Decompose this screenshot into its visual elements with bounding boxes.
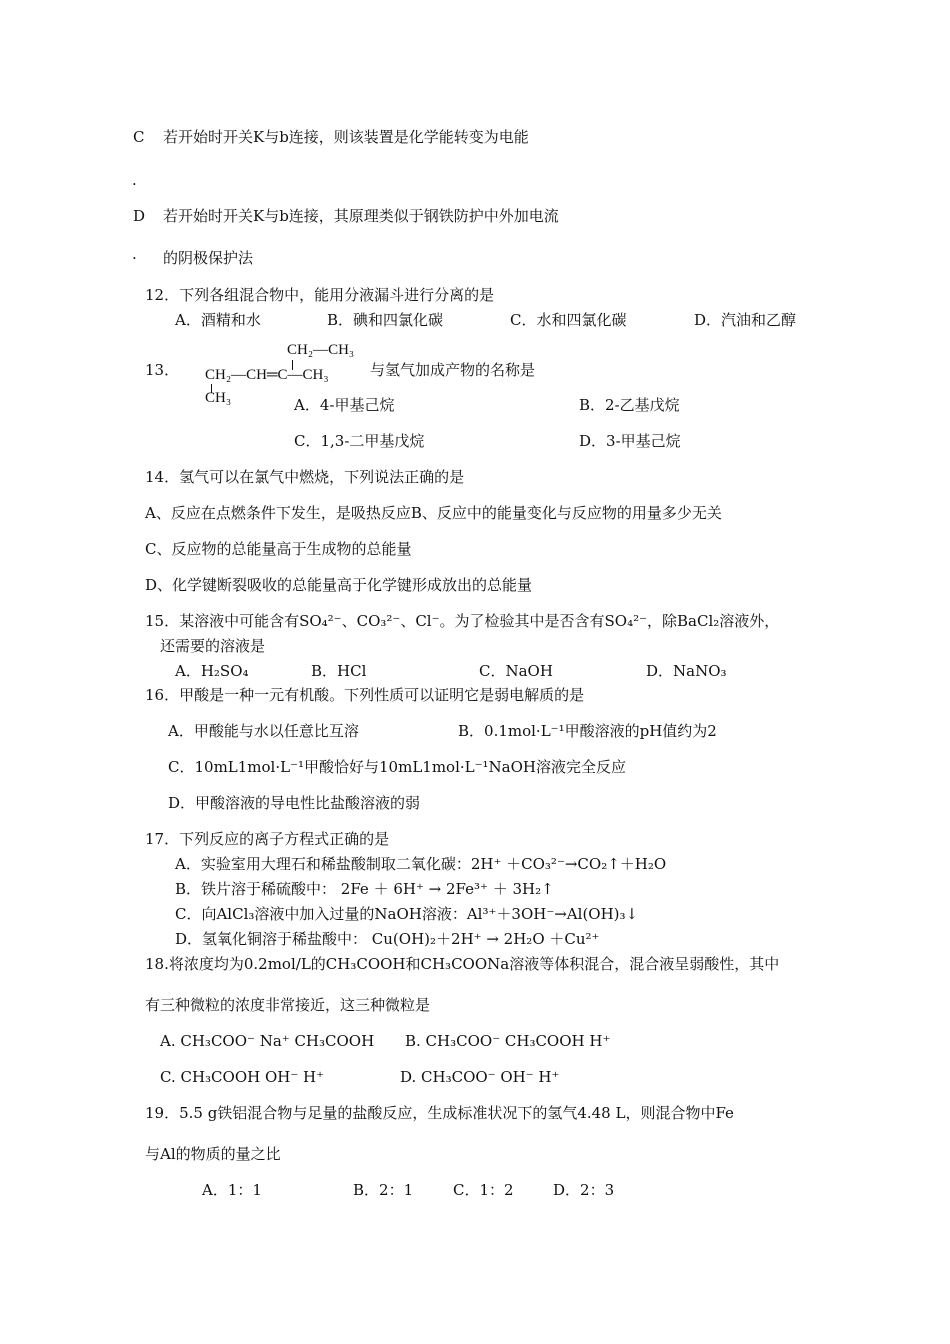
q19-option-c: C．1：2 (453, 1181, 514, 1199)
q18-option-b: B. CH₃COO⁻ CH₃COOH H⁺ (405, 1032, 611, 1050)
q12-option-b: B．碘和四氯化碳 (327, 311, 444, 329)
q18-option-d: D. CH₃COO⁻ OH⁻ H⁺ (400, 1068, 560, 1086)
q12-stem: 12．下列各组混合物中，能用分液漏斗进行分离的是 (145, 286, 495, 304)
q15-option-a: A．H₂SO₄ (175, 662, 249, 680)
q14-option-ab: A、反应在点燃条件下发生，是吸热反应B、反应中的能量变化与反应物的用量多少无关 (145, 504, 722, 522)
q13-number: 13． (145, 361, 180, 379)
q19-option-d: D．2：3 (553, 1181, 615, 1199)
q11-option-c-letter: C (133, 128, 145, 146)
q15-stem-cont: 还需要的溶液是 (160, 637, 266, 655)
q16-stem: 16．甲酸是一种一元有机酸。下列性质可以证明它是弱电解质的是 (145, 686, 585, 704)
q15-stem: 15．某溶液中可能含有SO₄²⁻、CO₃²⁻、Cl⁻。为了检验其中是否含有SO₄²⁻，除BaCl₂溶液外， (145, 612, 780, 630)
q13-option-b: B．2-乙基戊烷 (579, 396, 680, 414)
q12-option-d: D．汽油和乙醇 (694, 311, 797, 329)
q16-option-d: D．甲酸溶液的导电性比盐酸溶液的弱 (168, 794, 421, 812)
q18-option-c: C. CH₃COOH OH⁻ H⁺ (160, 1068, 325, 1086)
q17-option-a: A．实验室用大理石和稀盐酸制取二氧化碳：2H⁺ ＋CO₃²⁻→CO₂↑＋H₂O (175, 855, 667, 873)
q17-stem: 17．下列反应的离子方程式正确的是 (145, 830, 390, 848)
q14-option-c: C、反应物的总能量高于生成物的总能量 (145, 540, 412, 558)
q15-option-b: B．HCl (311, 662, 367, 680)
q16-option-b: B．0.1mol·L⁻¹甲酸溶液的pH值约为2 (458, 722, 717, 740)
q16-option-c: C．10mL1mol·L⁻¹甲酸恰好与10mL1mol·L⁻¹NaOH溶液完全反应 (168, 758, 626, 776)
q17-option-c: C．向AlCl₃溶液中加入过量的NaOH溶液：Al³⁺＋3OH⁻→Al(OH)₃↓ (175, 905, 639, 923)
q13-formula-ethyl: CH₂—CH₃ (287, 342, 355, 358)
q17-option-d: D．氢氧化铜溶于稀盐酸中： Cu(OH)₂＋2H⁺ → 2H₂O ＋Cu²⁺ (175, 930, 600, 948)
q19-option-b: B．2：1 (353, 1181, 414, 1199)
q12-option-c: C．水和四氯化碳 (510, 311, 627, 329)
q19-stem: 19．5.5 g铁铝混合物与足量的盐酸反应，生成标准状况下的氢气4.48 L，则混合物中Fe (145, 1104, 734, 1122)
q16-option-a: A．甲酸能与水以任意比互溶 (168, 722, 359, 740)
q11-option-c-text: 若开始时开关K与b连接，则该装置是化学能转变为电能 (163, 128, 529, 146)
q11-option-d-text-cont: 的阴极保护法 (163, 249, 254, 267)
q14-stem: 14．氢气可以在氯气中燃烧，下列说法正确的是 (145, 468, 465, 486)
q11-option-d-text: 若开始时开关K与b连接，其原理类似于钢铁防护中外加电流 (163, 207, 559, 225)
q19-option-a: A．1：1 (202, 1181, 262, 1199)
q11-option-d-letter: D (133, 207, 146, 225)
q18-option-a: A. CH₃COO⁻ Na⁺ CH₃COOH (160, 1032, 375, 1050)
q15-option-d: D．NaNO₃ (646, 662, 727, 680)
q18-stem: 18.将浓度均为0.2mol/L的CH₃COOH和CH₃COONa溶液等体积混合，混合液呈弱酸性，其中 (145, 955, 780, 973)
q13-option-c: C．1,3-二甲基戊烷 (294, 432, 425, 450)
q14-option-d: D、化学键断裂吸收的总能量高于化学键形成放出的总能量 (145, 576, 533, 594)
q13-stem: 与氢气加成产物的名称是 (370, 361, 536, 379)
q18-stem-cont: 有三种微粒的浓度非常接近，这三种微粒是 (145, 996, 431, 1014)
q13-formula-methyl: CH₃ (205, 390, 232, 406)
q17-option-b: B．铁片溶于稀硫酸中： 2Fe ＋ 6H⁺ → 2Fe³⁺ ＋ 3H₂↑ (175, 880, 554, 898)
q13-formula-main: CH₂—CH═C—CH₃ (205, 367, 329, 383)
q11-dot: . (132, 245, 137, 263)
q12-option-a: A．酒精和水 (175, 311, 261, 329)
q19-stem-cont: 与Al的物质的量之比 (145, 1145, 281, 1163)
q11-dot: . (132, 171, 137, 189)
q13-option-a: A．4-甲基己烷 (294, 396, 395, 414)
q13-option-d: D．3-甲基己烷 (579, 432, 681, 450)
q15-option-c: C．NaOH (479, 662, 553, 680)
